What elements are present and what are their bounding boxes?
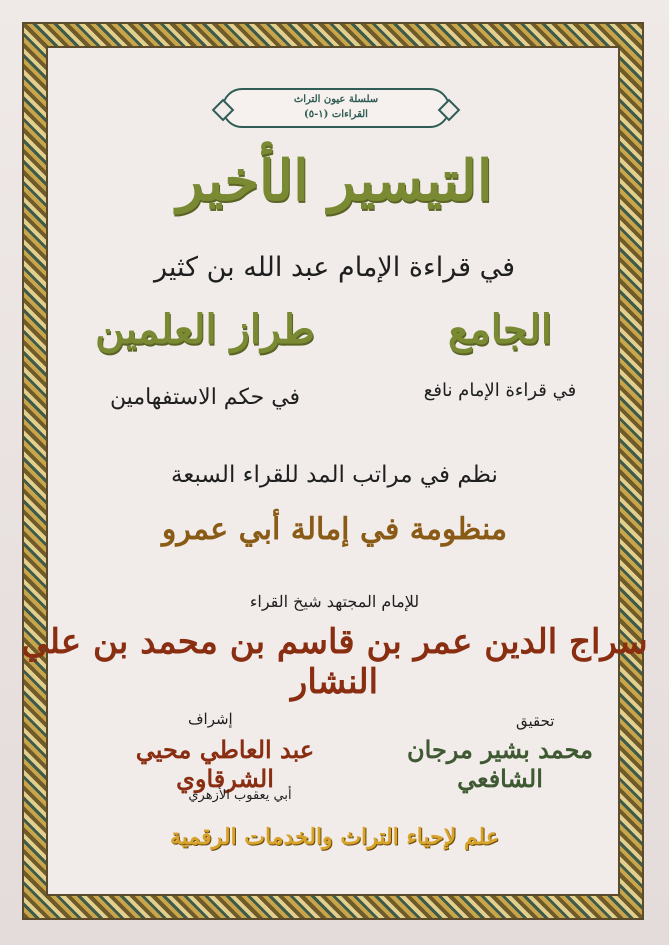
right-work-subtitle: في قراءة الإمام نافع: [423, 380, 577, 401]
author-intro: للإمام المجتهد شيخ القراء: [249, 592, 420, 611]
publisher-name: علم لإحياء التراث والخدمات الرقمية: [170, 824, 499, 850]
left-work-subtitle: في حكم الاستفهامين: [109, 385, 301, 410]
work-description-2: منظومة في إمالة أبي عمرو: [161, 512, 508, 547]
book-title: التيسير الأخير: [176, 148, 493, 214]
supervisor-kunya: أبي يعقوب الأزهري: [188, 788, 292, 803]
author-name: سراج الدين عمر بن قاسم بن محمد بن علي النشار: [21, 622, 648, 702]
editor-name: محمد بشير مرجان الشافعي: [407, 735, 593, 793]
editor-label: تحقيق: [516, 712, 555, 730]
left-work-title: طراز العلمين: [95, 306, 315, 353]
book-subtitle: في قراءة الإمام عبد الله بن كثير: [153, 252, 516, 283]
work-description-1: نظم في مراتب المد للقراء السبعة: [171, 462, 498, 488]
series-cartouche: [222, 88, 450, 128]
supervisor-name: عبد العاطي محيي الشرقاوي: [135, 735, 315, 793]
series-name: سلسلة عيون التراث: [293, 94, 379, 105]
right-work-title: الجامع: [447, 306, 553, 353]
series-number: القراءات (١-٥): [304, 109, 368, 120]
supervisor-label: إشراف: [188, 710, 233, 728]
